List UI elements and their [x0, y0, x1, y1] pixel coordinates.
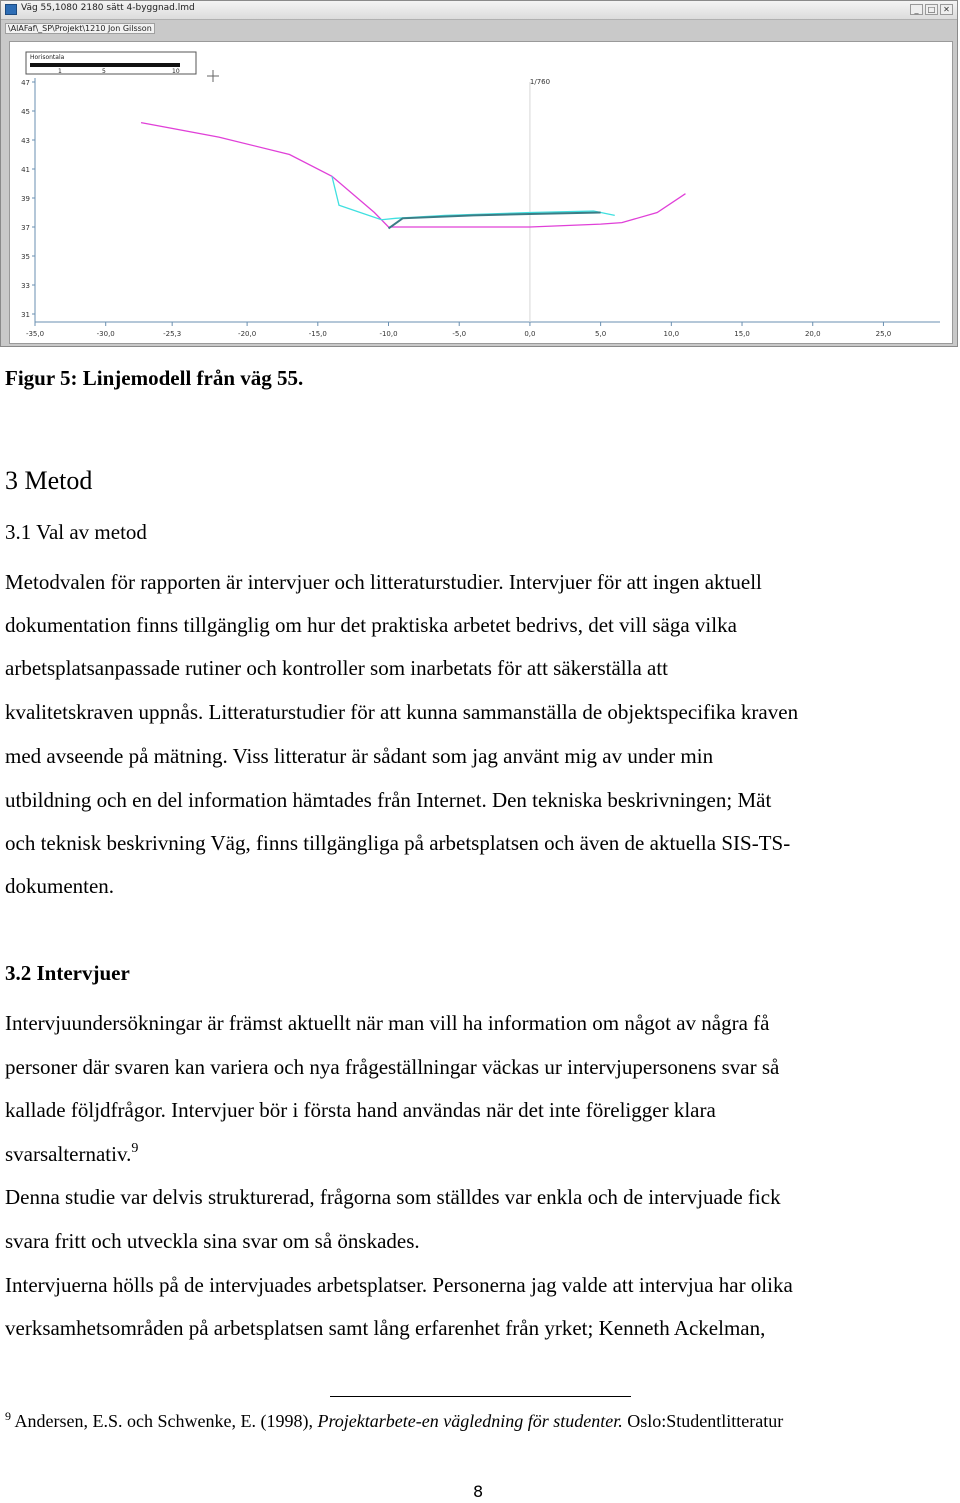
footnote-title: Projektarbete-en vägledning för studenter.	[317, 1411, 623, 1431]
paragraph-line: arbetsplatsanpassade rutiner och kontroller som inarbetats för att säkerställa att	[5, 656, 669, 680]
paragraph-line: svara fritt och utveckla sina svar om så önskades.	[5, 1229, 420, 1253]
x-tick-label: 15,0	[734, 330, 750, 338]
maximize-button[interactable]: □	[925, 4, 938, 15]
x-tick-label: 25,0	[875, 330, 892, 338]
paragraph-line: dokumentation finns tillgänglig om hur det praktiska arbetet bedrivs, det vill säga vilka	[5, 613, 737, 637]
series-line	[389, 213, 601, 229]
paragraph-line: kallade följdfrågor. Intervjuer bör i första hand användas när det inte föreligger klara	[5, 1098, 716, 1122]
cross-section-chart	[10, 42, 954, 345]
x-tick-label: 5,0	[595, 330, 607, 338]
x-tick-label: 20,0	[804, 330, 821, 338]
app-icon	[5, 4, 17, 15]
x-tick-label: -20,0	[238, 330, 257, 338]
close-button[interactable]: ✕	[940, 4, 953, 15]
y-tick-label: 37	[21, 224, 30, 232]
paragraph-line: kvalitetskraven uppnås. Litteraturstudier för att kunna sammanställa de objektspecifika kraven	[5, 700, 799, 724]
x-tick-label: -10,0	[379, 330, 398, 338]
scale-legend	[26, 52, 196, 75]
y-tick-label: 33	[21, 282, 30, 290]
x-tick-label: -15,0	[308, 330, 327, 338]
y-tick-label: 41	[21, 166, 30, 174]
paragraph-line: personer där svaren kan variera och nya frågeställningar väckas ur intervjupersonens svar så	[5, 1055, 780, 1079]
heading-interviews: 3.2 Intervjuer	[5, 961, 130, 985]
scale-tick: 5	[102, 68, 106, 75]
heading-method: 3 Metod	[5, 466, 93, 495]
footnote-publisher: Oslo:Studentlitteratur	[622, 1411, 784, 1431]
scale-legend-title: Horisontala	[30, 54, 65, 61]
y-tick-label: 45	[21, 108, 30, 116]
footnote-text: Andersen, E.S. och Schwenke, E. (1998),	[14, 1411, 318, 1431]
y-tick-label: 47	[21, 79, 30, 87]
scale-tick: 1	[58, 68, 62, 75]
cad-window	[0, 0, 958, 347]
x-tick-label: -30,0	[96, 330, 115, 338]
chart-scale-label: 1/760	[529, 78, 551, 86]
paragraph-line: med avseende på mätning. Viss litteratur är sådant som jag använt mig av under min	[5, 744, 714, 768]
footnote-number: 9	[5, 1409, 11, 1423]
x-tick-label: -5,0	[452, 330, 467, 338]
scale-tick: 10	[172, 68, 180, 75]
paragraph-line: dokumenten.	[5, 874, 115, 898]
paragraph-line: utbildning och en del information hämtades från Internet. Den tekniska beskrivningen; Mät	[5, 788, 772, 812]
y-tick-label: 31	[21, 311, 30, 319]
y-tick-label: 43	[21, 137, 30, 145]
cross-section-canvas[interactable]	[9, 41, 953, 344]
paragraph-line: Intervjuundersökningar är främst aktuellt när man vill ha information om något av några få	[5, 1011, 770, 1035]
series-line	[141, 123, 685, 227]
window-titlebar	[1, 1, 957, 20]
page-number: 8	[473, 1482, 484, 1501]
paragraph-line: verksamhetsområden på arbetsplatsen samt lång erfarenhet från yrket; Kenneth Ackelman,	[5, 1316, 766, 1340]
file-path: \AlAFaf\_SP\Projekt\1210 Jon Gilsson	[5, 23, 155, 34]
paragraph-line: och teknisk beskrivning Väg, finns tillgängliga på arbetsplatsen och även de aktuella SIS-TS-	[5, 831, 791, 855]
footnote-reference[interactable]: 9	[131, 1141, 139, 1156]
x-tick-label: -35,0	[25, 330, 45, 338]
paragraph-line	[5, 1142, 138, 1166]
footnote-separator	[330, 1396, 631, 1397]
x-tick-label: 10,0	[663, 330, 680, 338]
minimize-button[interactable]: _	[910, 4, 923, 15]
footnote	[5, 1410, 783, 1432]
paragraph-text: svarsalternativ.	[5, 1142, 132, 1166]
crosshair-cursor-icon	[207, 70, 219, 82]
figure-caption: Figur 5: Linjemodell från väg 55.	[5, 366, 304, 390]
heading-choice-of-method: 3.1 Val av metod	[5, 520, 147, 544]
y-tick-label: 39	[21, 195, 30, 203]
paragraph-line: Intervjuerna hölls på de intervjuades arbetsplatser. Personerna jag valde att intervjua har olika	[5, 1273, 793, 1297]
paragraph-line: Metodvalen för rapporten är intervjuer och litteraturstudier. Intervjuer för att ingen aktuell	[5, 570, 762, 594]
x-tick-label: 0,0	[524, 330, 536, 338]
y-tick-label: 35	[21, 253, 30, 261]
paragraph-line: Denna studie var delvis strukturerad, frågorna som ställdes var enkla och de intervjuade fick	[5, 1185, 781, 1209]
window-title: Väg 55,1080 2180 sätt 4-byggnad.lmd	[21, 3, 195, 13]
x-tick-label: -25,3	[163, 330, 182, 338]
